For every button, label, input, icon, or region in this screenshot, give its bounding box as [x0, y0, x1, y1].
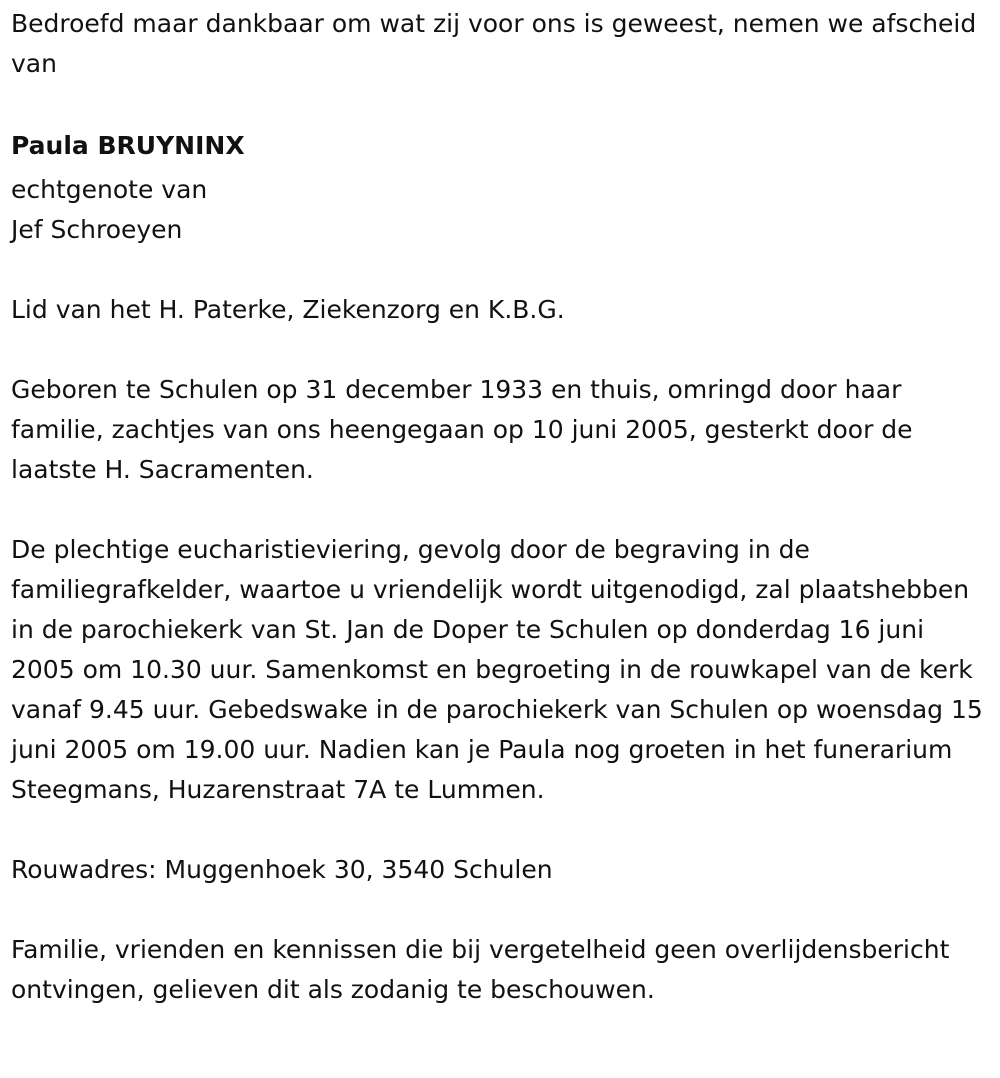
relation-label: echtgenote van	[11, 175, 208, 204]
membership-text: Lid van het H. Paterke, Ziekenzorg en K.B.G.	[11, 295, 565, 324]
deceased-name: Paula BRUYNINX	[11, 131, 245, 160]
closing-text: Familie, vrienden en kennissen die bij vergetelheid geen overlijdensbericht ontvingen, gelieven dit als zodanig te beschouwen.	[11, 935, 950, 1004]
intro-text: Bedroefd maar dankbaar om wat zij voor ons is geweest, nemen we afscheid van	[11, 9, 977, 78]
spouse-name: Jef Schroeyen	[11, 215, 183, 244]
birth-death-text: Geboren te Schulen op 31 december 1933 en thuis, omringd door haar familie, zachtjes van ons heengegaan op 10 juni 2005, gesterkt door de laatste H. Sacramenten.	[11, 375, 913, 484]
obituary-notice	[11, 4, 991, 1010]
ceremony-text: De plechtige eucharistieviering, gevolg door de begraving in de familiegrafkelder, waartoe u vriendelijk wordt uitgenodigd, zal plaatshebben in de parochiekerk van St. Jan de Doper te Schulen op donderdag 16 juni 2005 om 10.30 uur. Samenkomst en begroeting in de rouwkapel van de kerk vanaf 9.45 uur. Gebedswake in de parochiekerk van Schulen op woensdag 15 juni 2005 om 19.00 uur. Nadien kan je Paula nog groeten in het funerarium Steegmans, Huzarenstraat 7A te Lummen.	[11, 535, 983, 804]
mourning-address: Rouwadres: Muggenhoek 30, 3540 Schulen	[11, 855, 553, 884]
